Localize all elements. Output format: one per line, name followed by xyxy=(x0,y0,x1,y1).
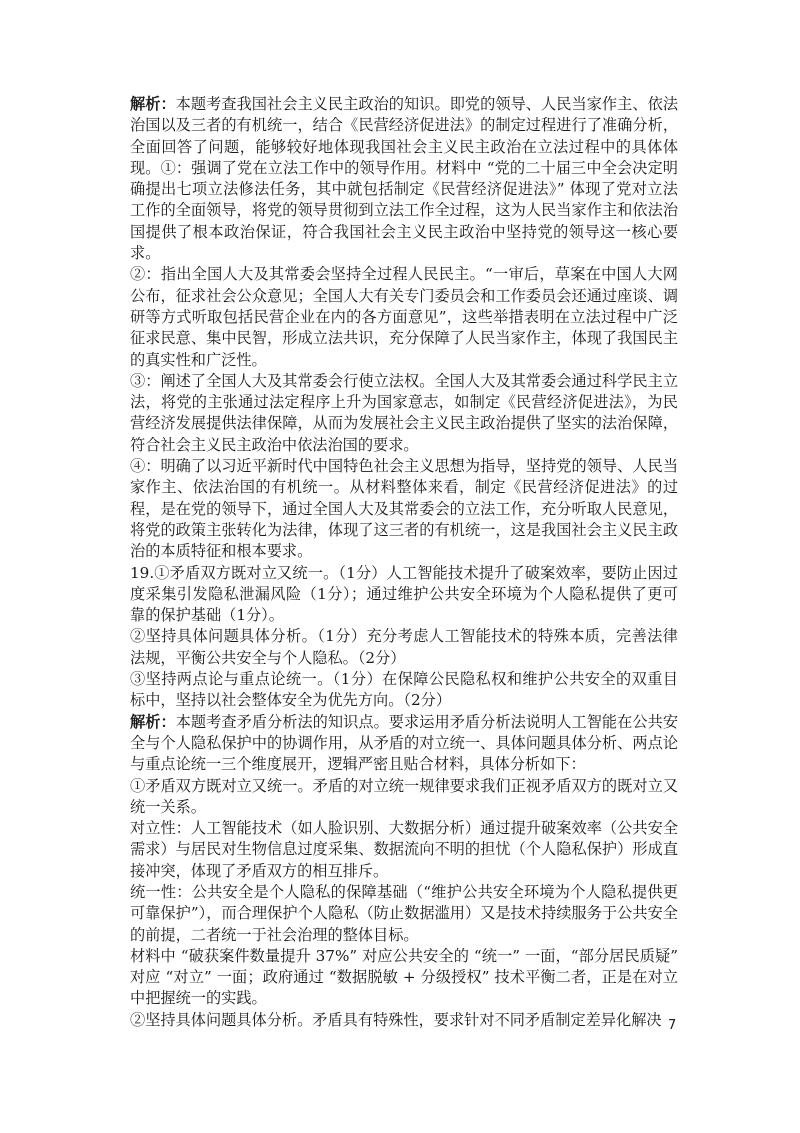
paragraph-text: 统一性：公共安全是个人隐私的保障基础（“维护公共安全环境为个人隐私提供更可靠保护”），而合理保护个人隐私（防止数据滥用）又是技术持续服务于公共安全的前提，二者统一于社会治理的整体目标。 xyxy=(130,882,678,944)
paragraph-text: ③：阐述了全国人大及其常委会行使立法权。全国人大及其常委会通过科学民主立法，将党的主张通过法定程序上升为国家意志，如制定《民营经济促进法》，为民营经济发展提供法律保障，从而为发展社会主义民主政治提供了坚实的法治保障，符合社会主义民主政治中依法治国的要求。 xyxy=(130,371,678,454)
material-paragraph xyxy=(130,946,678,1010)
analysis-label: 解析： xyxy=(130,712,176,731)
analysis-point-1 xyxy=(130,776,678,819)
analysis-paragraph-1 xyxy=(130,94,678,264)
paragraph-text: ③坚持两点论与重点论统一。（1分）在保障公民隐私权和维护公共安全的双重目标中，坚持以社会整体安全为优先方向。（2分） xyxy=(130,670,678,710)
paragraph-text: ②坚持具体问题具体分析。矛盾具有特殊性，要求针对不同矛盾制定差异化解决 xyxy=(130,1010,662,1029)
analysis-label: 解析： xyxy=(130,95,176,113)
analysis-paragraph-2 xyxy=(130,712,678,776)
paragraph-text: ①矛盾双方既对立又统一。矛盾的对立统一规律要求我们正视矛盾双方的既对立又统一关系。 xyxy=(130,776,678,816)
question-19-answer-1 xyxy=(130,563,678,627)
unity-paragraph xyxy=(130,882,678,946)
paragraph-text: ④：明确了以习近平新时代中国特色社会主义思想为指导，坚持党的领导、人民当家作主、依法治国的有机统一。从材料整体来看，制定《民营经济促进法》的过程，是在党的领导下，通过全国人大及其常委会的立法工作，充分听取人民意见，将党的政策主张转化为法律，体现了这三者的有机统一，这是我国社会主义民主政治的本质特征和根本要求。 xyxy=(130,457,678,561)
point-3-paragraph xyxy=(130,371,678,456)
answer-text xyxy=(130,94,678,1031)
paragraph-text: ②坚持具体问题具体分析。（1分）充分考虑人工智能技术的特殊本质，完善法律法规，平衡公共安全与个人隐私。（2分） xyxy=(130,627,678,667)
paragraph-text: 材料中 “破获案件数量提升 37%” 对应公共安全的 “统一” 一面，“部分居民质疑” 对应 “对立” 一面；政府通过 “数据脱敏 + 分级授权” 技术平衡二者，正是在对立中把握统一的实践。 xyxy=(130,946,678,1008)
question-19-answer-3 xyxy=(130,669,678,712)
paragraph-text: 对立性：人工智能技术（如人脸识别、大数据分析）通过提升破案效率（公共安全需求）与居民对生物信息过度采集、数据流向不明的担忧（个人隐私保护）形成直接冲突，体现了矛盾双方的相互排斥。 xyxy=(130,819,678,880)
paragraph-text: 19.①矛盾双方既对立又统一。（1分）人工智能技术提升了破案效率，要防止因过度采集引发隐私泄漏风险（1分）；通过维护公共安全环境为个人隐私提供了更可靠的保护基础（1分）。 xyxy=(130,563,678,625)
paragraph-text: 本题考查矛盾分析法的知识点。要求运用矛盾分析法说明人工智能在公共安全与个人隐私保护中的协调作用，从矛盾的对立统一、具体问题具体分析、两点论与重点论统一三个维度展开，逻辑严密且贴合材料，具体分析如下： xyxy=(130,712,679,774)
analysis-point-2 xyxy=(130,1010,678,1031)
paragraph-text: 本题考查我国社会主义民主政治的知识。即党的领导、人民当家作主、依法治国以及三者的有机统一，结合《民营经济促进法》的制定过程进行了准确分析，全面回答了问题，能够较好地体现我国社会主义民主政治在立法过程中的具体体现。①：强调了党在立法工作中的领导作用。材料中 “党的二十届三中全会决定明确提出七项立法修法任务，其中就包括制定《民营经济促进法》” 体现了党对立法工作的全面领导，将党的领导贯彻到立法工作全过程，这为人民当家作主和依法治国提供了根本政治保证，符合我国社会主义民主政治中坚持党的领导这一核心要求。 xyxy=(130,95,679,263)
opposition-paragraph xyxy=(130,818,678,882)
page-number: 7 xyxy=(668,1018,677,1033)
paragraph-text: ②：指出全国人大及其常委会坚持全过程人民民主。“一审后，草案在中国人大网公布，征求社会公众意见；全国人大有关专门委员会和工作委员会还通过座谈、调研等方式听取包括民营企业在内的各方面意见”，这些举措表明在立法过程中广泛征求民意、集中民智，形成立法共识，充分保障了人民当家作主，体现了我国民主的真实性和广泛性。 xyxy=(130,265,678,369)
point-2-paragraph xyxy=(130,264,678,370)
question-19-answer-2 xyxy=(130,626,678,669)
point-4-paragraph xyxy=(130,456,678,562)
